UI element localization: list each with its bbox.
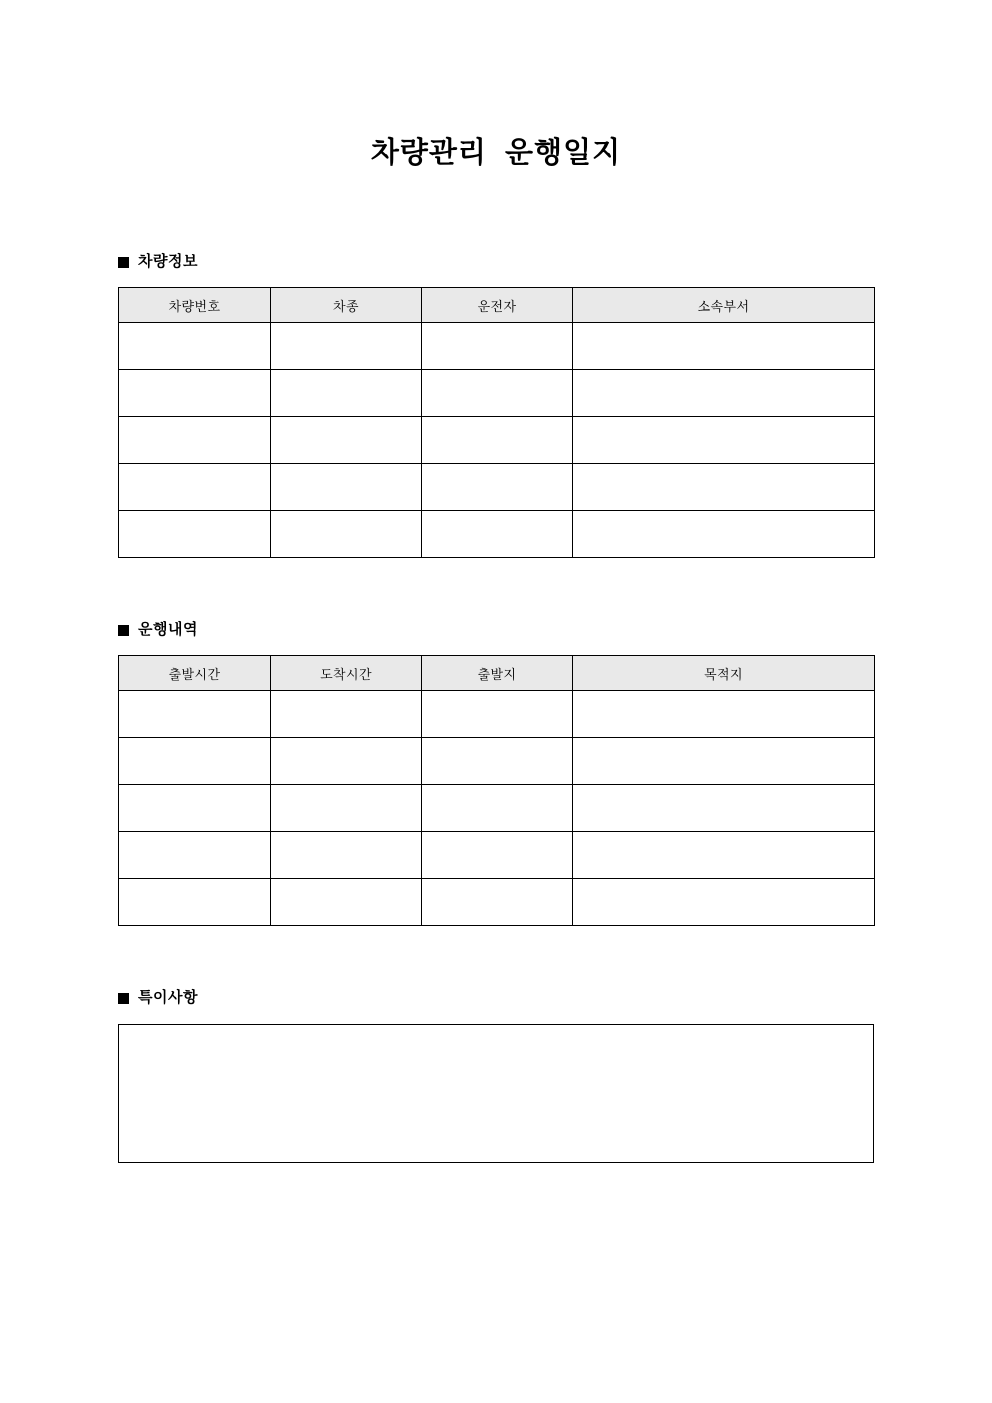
cell-arrival-time[interactable]	[271, 785, 422, 832]
cell-destination[interactable]	[573, 785, 875, 832]
section-heading-vehicle-info	[118, 252, 874, 272]
column-header-department: 소속부서	[573, 288, 875, 323]
cell-departure-time[interactable]	[119, 785, 271, 832]
cell-driver[interactable]	[422, 370, 573, 417]
column-header-driver: 운전자	[422, 288, 573, 323]
cell-origin[interactable]	[422, 785, 573, 832]
cell-arrival-time[interactable]	[271, 691, 422, 738]
cell-department[interactable]	[573, 464, 875, 511]
section-heading-remarks	[118, 988, 874, 1008]
cell-vehicle-number[interactable]	[119, 323, 271, 370]
page-title: 차량관리 운행일지	[370, 137, 622, 169]
cell-origin[interactable]	[422, 832, 573, 879]
section-heading-driving-record	[118, 620, 874, 640]
column-header-origin: 출발지	[422, 656, 573, 691]
remarks-textbox[interactable]	[118, 1024, 874, 1163]
cell-vehicle-number[interactable]	[119, 511, 271, 558]
cell-arrival-time[interactable]	[271, 738, 422, 785]
section-heading-label: 차량정보	[138, 253, 198, 270]
cell-driver[interactable]	[422, 323, 573, 370]
cell-destination[interactable]	[573, 879, 875, 926]
cell-arrival-time[interactable]	[271, 879, 422, 926]
cell-origin[interactable]	[422, 738, 573, 785]
cell-vehicle-type[interactable]	[271, 370, 422, 417]
column-header-destination: 목적지	[573, 656, 875, 691]
cell-department[interactable]	[573, 370, 875, 417]
table-row	[119, 511, 875, 558]
cell-driver[interactable]	[422, 417, 573, 464]
cell-driver[interactable]	[422, 511, 573, 558]
cell-arrival-time[interactable]	[271, 832, 422, 879]
cell-origin[interactable]	[422, 879, 573, 926]
driving-record-table	[118, 655, 875, 926]
cell-departure-time[interactable]	[119, 832, 271, 879]
cell-destination[interactable]	[573, 832, 875, 879]
cell-vehicle-type[interactable]	[271, 323, 422, 370]
cell-destination[interactable]	[573, 738, 875, 785]
cell-department[interactable]	[573, 417, 875, 464]
table-row	[119, 879, 875, 926]
table-row	[119, 785, 875, 832]
section-heading-label: 운행내역	[138, 621, 198, 638]
table-header-row	[119, 288, 875, 323]
cell-origin[interactable]	[422, 691, 573, 738]
vehicle-info-table	[118, 287, 875, 558]
cell-driver[interactable]	[422, 464, 573, 511]
table-row	[119, 738, 875, 785]
bullet-square-icon	[118, 625, 129, 636]
cell-vehicle-number[interactable]	[119, 464, 271, 511]
cell-vehicle-type[interactable]	[271, 464, 422, 511]
table-row	[119, 323, 875, 370]
column-header-departure-time: 출발시간	[119, 656, 271, 691]
bullet-square-icon	[118, 993, 129, 1004]
table-row	[119, 417, 875, 464]
cell-departure-time[interactable]	[119, 879, 271, 926]
cell-department[interactable]	[573, 323, 875, 370]
column-header-vehicle-type: 차종	[271, 288, 422, 323]
table-header-row	[119, 656, 875, 691]
table-row	[119, 370, 875, 417]
cell-vehicle-number[interactable]	[119, 370, 271, 417]
column-header-arrival-time: 도착시간	[271, 656, 422, 691]
column-header-vehicle-number: 차량번호	[119, 288, 271, 323]
cell-vehicle-number[interactable]	[119, 417, 271, 464]
table-row	[119, 691, 875, 738]
cell-department[interactable]	[573, 511, 875, 558]
cell-vehicle-type[interactable]	[271, 511, 422, 558]
cell-departure-time[interactable]	[119, 691, 271, 738]
section-heading-label: 특이사항	[138, 989, 198, 1006]
cell-destination[interactable]	[573, 691, 875, 738]
cell-vehicle-type[interactable]	[271, 417, 422, 464]
table-row	[119, 832, 875, 879]
table-row	[119, 464, 875, 511]
cell-departure-time[interactable]	[119, 738, 271, 785]
bullet-square-icon	[118, 257, 129, 268]
